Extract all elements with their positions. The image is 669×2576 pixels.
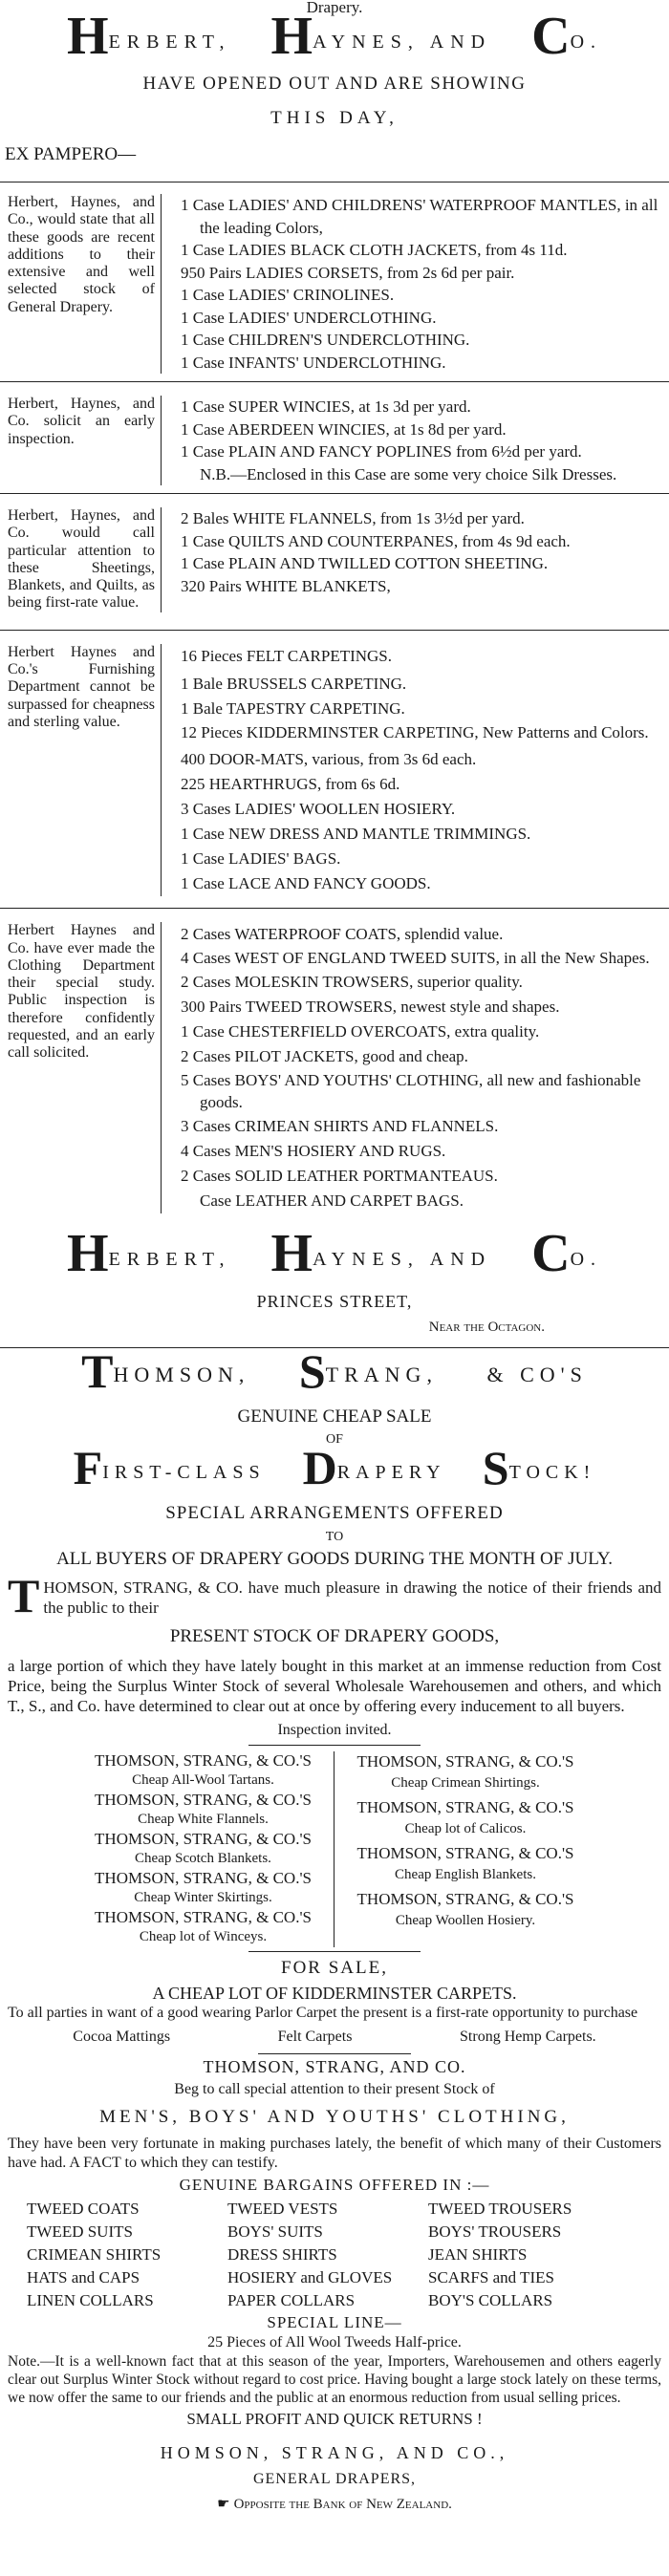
hh-section-note: Herbert Haynes and Co.'s Furnishing Department cannot be surpassed for cheapness and sterling value. (8, 643, 155, 730)
mat-item: Strong Hemp Carpets. (460, 2028, 596, 2045)
hh-section (0, 382, 669, 493)
ts-of: OF (326, 1431, 343, 1447)
ts-beg: Beg to call special attention to their present Stock of (174, 2080, 495, 2097)
list-item: 5 Cases BOYS' AND YOUTHS' CLOTHING, all new and fashionable goods. (181, 1070, 641, 1112)
grid-item: BOY'S COLLARS (428, 2290, 553, 2309)
list-item: 1 Case LADIES' BAGS. (181, 849, 341, 869)
grid-item: SCARFS and TIES (428, 2267, 554, 2286)
hh-street: PRINCES STREET, (256, 1291, 413, 1311)
list-item: 1 Case LACE AND FANCY GOODS. (181, 874, 431, 893)
grid-item: TWEED TROUSERS (428, 2199, 572, 2218)
grid-item: TWEED VESTS (227, 2199, 338, 2218)
col-entry: THOMSON, STRANG, & CO.'S (356, 1843, 574, 1862)
ts-genuine: GENUINE CHEAP SALE (237, 1406, 432, 1427)
ts-inspection: Inspection invited. (277, 1721, 392, 1738)
ts-columns (0, 1751, 669, 1947)
col-entry: THOMSON, STRANG, & CO.'S (95, 1907, 312, 1926)
list-item: 225 HEARTHRUGS, from 6s 6d. (181, 775, 400, 794)
col-entry-item: Cheap English Blankets. (395, 1866, 536, 1882)
pointing-hand-icon: ☛ (217, 2496, 230, 2512)
mat-item: Felt Carpets (277, 2028, 353, 2045)
list-item: 1 Case LADIES' UNDERCLOTHING. (181, 308, 437, 327)
hh-ex-pampero: EX PAMPERO— (5, 144, 137, 164)
col-entry-item: Cheap Winter Skirtings. (134, 1890, 272, 1906)
list-item: 1 Bale TAPESTRY CARPETING. (181, 698, 405, 718)
list-item: 1 Case LADIES' AND CHILDRENS' WATERPROOF MANTLES, in all the leading Colors, (181, 196, 658, 237)
list-item: 1 Case CHESTERFIELD OVERCOATS, extra quality. (181, 1021, 540, 1041)
hh-section-list (161, 507, 669, 612)
grid-item: HATS and CAPS (27, 2267, 140, 2286)
col-entry-item: Cheap Woollen Hosiery. (395, 1912, 536, 1928)
ts-opposite: ☛ Opposite the Bank of New Zealand. (217, 2496, 452, 2512)
ts-profit: SMALL PROFIT AND QUICK RETURNS ! (186, 2409, 483, 2428)
hh-section (0, 182, 669, 381)
grid-item: PAPER COLLARS (227, 2290, 356, 2309)
thomson-strang-ad (0, 1343, 669, 2518)
list-item: 2 Cases MOLESKIN TROWSERS, superior quality. (181, 972, 523, 991)
hh-masthead: HERBERT, HAYNES, AND CO. (66, 7, 603, 66)
ts-announce: THOMSON, STRANG, & CO. have much pleasure in drawing the notice of their friends and the public to their (8, 1568, 661, 1622)
col-entry: THOMSON, STRANG, & CO.'S (95, 1829, 312, 1848)
hh-footer-name: HERBERT, HAYNES, AND CO. (66, 1223, 603, 1283)
list-item: 1 Case NEW DRESS AND MANTLE TRIMMINGS. (181, 825, 531, 844)
short-rule (248, 1951, 421, 1952)
ts-carpets: A CHEAP LOT OF KIDDERMINSTER CARPETS. (152, 1983, 517, 2003)
ts-general: GENERAL DRAPERS, (252, 2470, 417, 2487)
ts-to: TO (325, 1529, 344, 1544)
list-item: 2 Cases SOLID LEATHER PORTMANTEAUS. (181, 1166, 498, 1185)
col-entry-item: Cheap lot of Winceys. (139, 1929, 268, 1945)
col-entry: THOMSON, STRANG, & CO.'S (95, 1750, 312, 1770)
hh-section-list (161, 922, 669, 1213)
ts-bargains-grid (0, 2198, 669, 2312)
list-item: N.B.—Enclosed in this Case are some very choice Silk Dresses. (200, 464, 617, 483)
grid-item: HOSIERY and GLOVES (227, 2267, 393, 2286)
ts-carpets-para: To all parties in want of a good wearing Parlor Carpet the present is a first-rate opportunity to purchase (8, 2004, 638, 2021)
col-entry-item: Cheap Crimean Shirtings. (391, 1774, 540, 1791)
list-item: 1 Bale BRUSSELS CARPETING. (181, 674, 407, 693)
col-entry: THOMSON, STRANG, & CO.'S (95, 1868, 312, 1887)
hh-section (0, 631, 669, 909)
list-item: 300 Pairs TWEED TROWSERS, newest style and shapes. (181, 997, 560, 1016)
hh-near: Near the Octagon. (428, 1319, 545, 1335)
grid-item: TWEED COATS (27, 2199, 140, 2218)
list-item: 950 Pairs LADIES CORSETS, from 2s 6d per pair. (181, 263, 515, 282)
list-item: 2 Bales WHITE FLANNELS, from 1s 3½d per yard. (181, 509, 525, 527)
list-item: 1 Case ABERDEEN WINCIES, at 1s 8d per yard. (181, 419, 507, 439)
running-head: Drapery. (306, 0, 363, 16)
hh-this-day: THIS DAY, (270, 108, 399, 128)
ts-note: Note.—It is a well-known fact that at this season of the year, Importers, Warehousemen and others eagerly clear out Surplus Winter Stock without regard to cost price. Having bought a large stock lately on these terms, we now offer the same to our friends and the public at an enormous reduction from usual selling prices. (8, 2352, 661, 2406)
col-entry: THOMSON, STRANG, & CO.'S (356, 1797, 574, 1816)
hh-section-list (161, 644, 669, 897)
list-item: 2 Cases PILOT JACKETS, good and cheap. (181, 1046, 468, 1065)
ts-special: SPECIAL ARRANGEMENTS OFFERED (165, 1502, 504, 1523)
ts-right-col (334, 1751, 583, 1947)
list-item: 1 Case SUPER WINCIES, at 1s 3d per yard. (181, 397, 471, 416)
hh-section-note: Herbert, Haynes, and Co., would state that all these goods are recent additions to their extensive and well selected stock of General Drapery. (8, 194, 155, 315)
col-entry-item: Cheap lot of Calicos. (404, 1820, 527, 1836)
list-item: 320 Pairs WHITE BLANKETS, (181, 576, 391, 595)
list-item: 3 Cases CRIMEAN SHIRTS AND FLANNELS. (181, 1116, 499, 1135)
grid-item: TWEED SUITS (27, 2222, 133, 2241)
list-item: 1 Case PLAIN AND TWILLED COTTON SHEETING. (181, 554, 549, 572)
col-entry-item: Cheap All-Wool Tartans. (132, 1772, 274, 1789)
ts-first-class: FIRST-CLASS DRAPERY STOCK! (73, 1440, 596, 1494)
grid-item: LINEN COLLARS (27, 2290, 154, 2309)
grid-item: BOYS' SUITS (227, 2222, 323, 2241)
list-item: Case LEATHER AND CARPET BAGS. (200, 1191, 464, 1210)
herbert-haynes-ad (0, 7, 669, 1340)
col-entry: THOMSON, STRANG, & CO.'S (95, 1790, 312, 1809)
col-entry-item: Cheap White Flannels. (138, 1812, 269, 1828)
grid-item: JEAN SHIRTS (428, 2244, 528, 2264)
list-item: 3 Cases LADIES' WOOLLEN HOSIERY. (181, 800, 456, 819)
hh-section-note: Herbert, Haynes, and Co. solicit an early inspection. (8, 396, 155, 447)
list-item: 1 Case PLAIN AND FANCY POPLINES from 6½d per yard. (181, 442, 582, 461)
ts-tweeds: 25 Pieces of All Wool Tweeds Half-price. (207, 2333, 462, 2351)
hh-section (0, 909, 669, 1219)
list-item: 1 Case LADIES' CRINOLINES. (181, 286, 395, 304)
ts-sign: HOMSON, STRANG, AND CO., (160, 2442, 509, 2462)
list-item: 4 Cases WEST OF ENGLAND TWEED SUITS, in all the New Shapes. (181, 949, 650, 968)
col-entry: THOMSON, STRANG, & CO.'S (356, 1751, 574, 1771)
col-entry-item: Cheap Scotch Blankets. (135, 1851, 271, 1867)
list-item: 12 Pieces KIDDERMINSTER CARPETING, New Patterns and Colors. (181, 722, 649, 741)
list-item: 1 Case INFANTS' UNDERCLOTHING. (181, 353, 446, 372)
grid-item: CRIMEAN SHIRTS (27, 2244, 162, 2264)
ts-clothing: MEN'S, BOYS' AND YOUTHS' CLOTHING, (99, 2106, 570, 2127)
hh-section-list (161, 396, 669, 485)
list-item: 400 DOOR-MATS, various, from 3s 6d each. (181, 750, 477, 769)
ts-left-col (86, 1751, 334, 1947)
ts-fortunate: They have been very fortunate in making purchases lately, the benefit of which many of their Customers have had. A FACT to which they can testify. (8, 2135, 661, 2171)
ts-special-line: SPECIAL LINE— (267, 2312, 402, 2331)
ts-portion: a large portion of which they have lately bought in this market at an immense reduction from Cost Price, being the Surplus Winter Stock of several Wholesale Warehousemen and others, and which T., S., and Co. have determined to clear out at once by offering every inducement to all buyers. (8, 1656, 661, 1715)
ts-firm: THOMSON, STRANG, AND CO. (203, 2056, 466, 2076)
hh-section-list (161, 194, 669, 374)
ts-bargains: GENUINE BARGAINS OFFERED IN :— (179, 2175, 490, 2194)
short-rule (248, 1745, 421, 1746)
col-entry: THOMSON, STRANG, & CO.'S (356, 1889, 574, 1908)
mat-item: Cocoa Mattings (73, 2028, 171, 2045)
ts-for-sale: FOR SALE, (281, 1957, 388, 1978)
list-item: 4 Cases MEN'S HOSIERY AND RUGS. (181, 1141, 446, 1160)
hh-section-note: Herbert, Haynes, and Co. would call particular attention to these Sheetings, Blankets, and Quilts, as being first-rate value. (8, 507, 155, 612)
hh-intro: HAVE OPENED OUT AND ARE SHOWING (142, 74, 527, 94)
grid-item: BOYS' TROUSERS (428, 2222, 562, 2241)
list-item: 2 Cases WATERPROOF COATS, splendid value. (181, 925, 504, 944)
ts-present-stock: PRESENT STOCK OF DRAPERY GOODS, (169, 1625, 500, 1646)
ts-mats (0, 2027, 669, 2048)
drop-cap: T (8, 1568, 40, 1622)
list-item: 1 Case QUILTS AND COUNTERPANES, from 4s 9d each. (181, 531, 571, 550)
ts-buyers: ALL BUYERS OF DRAPERY GOODS DURING THE MONTH OF JULY. (56, 1548, 613, 1569)
grid-item: DRESS SHIRTS (227, 2244, 337, 2264)
list-item: 1 Case CHILDREN'S UNDERCLOTHING. (181, 331, 470, 349)
list-item: 16 Pieces FELT CARPETINGS. (181, 646, 393, 665)
ts-masthead: THOMSON, STRANG, & CO'S (81, 1343, 588, 1398)
hh-section-note: Herbert Haynes and Co. have ever made the Clothing Department their special study. Public inspection is therefore confidently requested, and an early call solicited. (8, 922, 155, 1062)
hh-section (0, 494, 669, 630)
list-item: 1 Case LADIES BLACK CLOTH JACKETS, from 4s 11d. (181, 241, 568, 259)
